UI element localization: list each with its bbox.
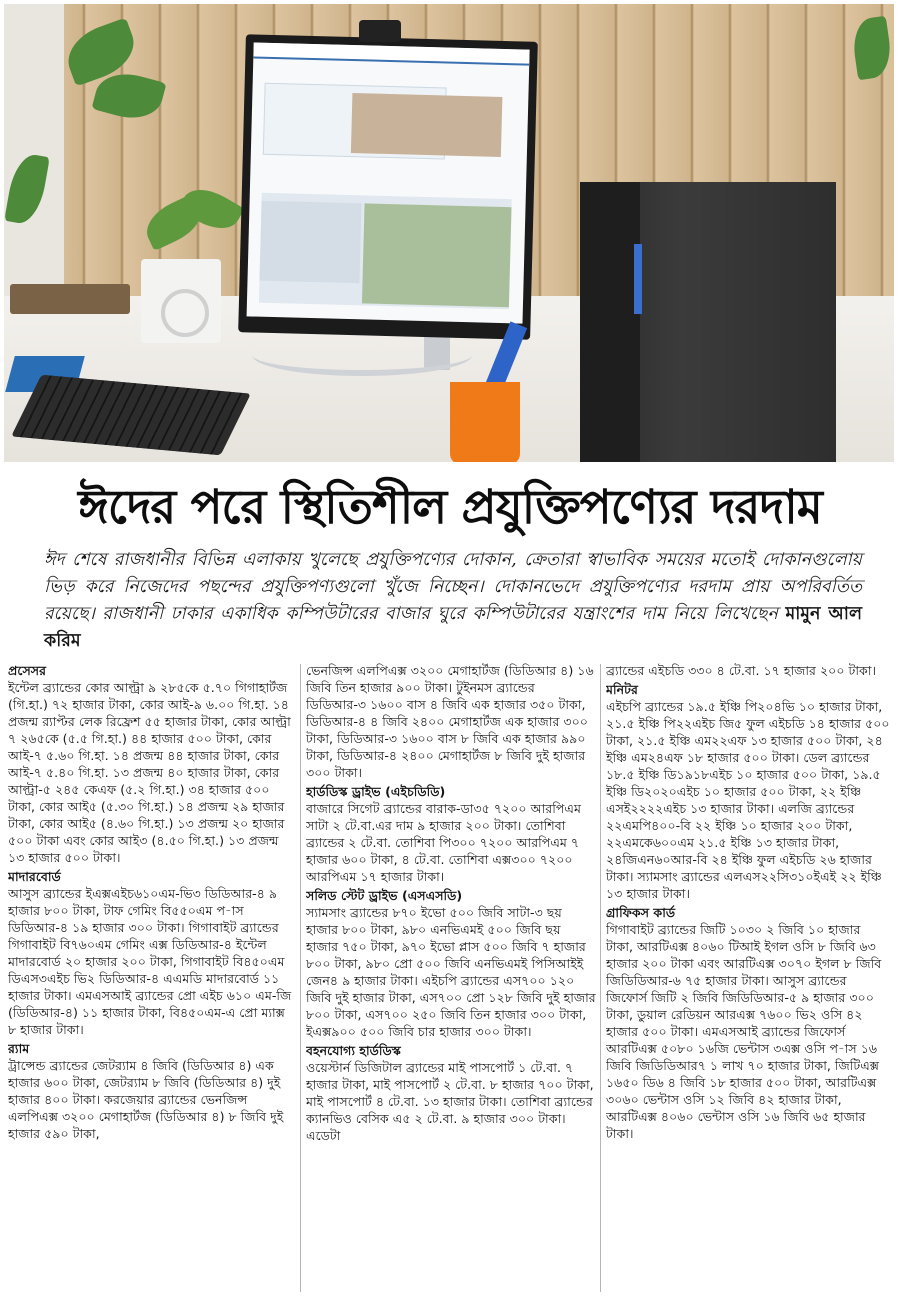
column-1 xyxy=(8,662,296,1294)
section-monitor xyxy=(606,681,891,902)
section-body: ব্র্যান্ডের এইচডি ৩৩০ ৪ টে.বা. ১৭ হাজার ২০০ টাকা। xyxy=(606,663,877,678)
pot-logo-icon xyxy=(161,289,209,337)
section-body: স্যামসাং ব্র্যান্ডের ৮৭০ ইভো ৫০০ জিবি সাটা-৩ ছয় হাজার ৮০০ টাকা, ৯৮০ এনভিএমই ৫০০ জিবি ছয় হাজার ৭৫০ টাকা, ৯৭০ ইভো প্লাস ৫০০ জিবি ৭ হাজার ৮০০ টাকা, ৯৮০ প্রো ৫০০ জিবি এনভিএমই পিসিআইই জেন৪ ৯ হাজার টাকা। এইচপি ব্র্যান্ডের এস৭০০ ১২০ জিবি দুই হাজার টাকা, এস৭০০ প্রো ১২৮ জিবি দুই হাজার ৮০০ টাকা, এস৭০০ ২৫০ জিবি তিন হাজার ৩০০ টাকা, ইএক্স৯০০ ৫০০ জিবি চার হাজার ৩০০ টাকা। xyxy=(306,905,596,1039)
section-body: বাজারে সিগেট ব্র্যান্ডের বারাক-ডা৩৫ ৭২০০ আরপিএম সাটা ২ টে.বা.এর দাম ৯ হাজার ২০০ টাকা। তোশিবা ব্র্যান্ডের ২ টে.বা. তোশিবা পি৩০০ ৭২০০ আরপিএম ৭ হাজার ৬০০ টাকা, ৪ টে.বা. তোশিবা এক্স৩০০ ৭২০০ আরপিএম ১৭ হাজার টাকা। xyxy=(306,801,581,884)
intro-text: ঈদ শেষে রাজধানীর বিভিন্ন এলাকায় খুলেছে প্রযুক্তিপণ্যের দোকান, ক্রেতারা স্বাভাবিক সময়ের মতোই দোকানগুলোয় ভিড় করে নিজেদের পছন্দের প্রযুক্তিপণ্যগুলো খুঁজে নিচ্ছেন। দোকানভেদে প্রযুক্তিপণ্যের দরদাম প্রায় অপরিবর্তিত রয়েছে। রাজধানী ঢাকার একাধিক কম্পিউটারের বাজার ঘুরে কম্পিউটারের যন্ত্রাংশের দাম নিয়ে লিখেছেন xyxy=(44,550,862,624)
column-divider xyxy=(300,664,301,1292)
section-body: এইচপি ব্র্যান্ডের ১৯.৫ ইঞ্চি পি২০৪ভি ১০ হাজার টাকা, ২১.৫ ইঞ্চি পি২২এইচ জি৫ ফুল এইচডি ১৪ হাজার ৫০০ টাকা, ২১.৫ ইঞ্চি এম২২এফ ১৩ হাজার ৫০০ টাকা, ২৪ ইঞ্চি এম২৪এফ ১৮ হাজার ৫০০ টাকা। ডেল ব্র্যান্ডের ১৮.৫ ইঞ্চি ডি১৯১৮এইচ ১০ হাজার ৫০০ টাকা, ১৯.৫ ইঞ্চি ডি২০২০এইচ ১০ হাজার ৫০০ টাকা, ২২ ইঞ্চি এসই২২২২এইচ ১৩ হাজার টাকা। এলজি ব্র্যান্ডের ২২এমপি৪০০-বি ২২ ইঞ্চি ১০ হাজার ২০০ টাকা, ২২এমকে৬০০এম ২১.৫ ইঞ্চি ১৩ হাজার টাকা, ২৪জিএন৬০আর-বি ২৪ ইঞ্চি ফুল এইচডি ২৬ হাজার টাকা। স্যামসাং ব্র্যান্ডের এলএস২২সি৩১০ইএই ২২ ইঞ্চি ১৩ হাজার টাকা। xyxy=(606,699,890,901)
screen-tile xyxy=(260,201,362,284)
section-heading: প্রসেসর xyxy=(8,663,47,678)
section-body: ইন্টেল ব্র্যান্ডের কোর আল্ট্রা ৯ ২৮৫কে ৫.৭০ গিগাহার্টজ (গি.হা.) ৭২ হাজার টাকা, কোর আই-৯ ৬.০০ গি.হা. ১৪ প্রজন্ম র‍্যাপ্টর লেক রিফ্রেশ ৫৫ হাজার টাকা, কোর আল্ট্রা ৭ ২৬৫কে (৫.৫ গি.হা.) ৪৪ হাজার ৫০০ টাকা, কোর আই-৭ ৫.৬০ গি.হা. ১৪ প্রজন্ম ৪৪ হাজার টাকা, কোর আই-৭ ৫.৪০ গি.হা. ১৩ প্রজন্ম ৪০ হাজার টাকা, কোর আল্ট্রা-৫ ২৪৫ কেএফ (৫.২ গি.হা.) ৩৪ হাজার ৫০০ টাকা, কোর আই৫ (৫.৩০ গি.হা.) ১৪ প্রজন্ম ২৯ হাজার টাকা, কোর আই৫ (৪.৬০ গি.হা.) ১৩ প্রজন্ম ২০ হাজার ৫০০ টাকা এবং কোর আই৩ (৪.৫০ গি.হা.) ১৩ প্রজন্ম ১৩ হাজার ৫০০ টাকা। xyxy=(8,680,291,865)
section-portable-hdd-continued xyxy=(606,662,891,679)
monitor-stand-base xyxy=(252,334,472,376)
section-portable-hdd xyxy=(306,1042,596,1144)
tray xyxy=(10,284,130,314)
screen-hero-image xyxy=(351,93,503,157)
webcam xyxy=(359,20,401,42)
section-ram-continued xyxy=(306,662,596,781)
column-divider xyxy=(600,664,601,1292)
section-heading: বহনযোগ্য হার্ডডিস্ক xyxy=(306,1043,401,1058)
section-hdd xyxy=(306,783,596,885)
section-heading: সলিড স্টেট ড্রাইভ (এসএসডি) xyxy=(306,888,463,903)
hero-photo xyxy=(4,4,894,462)
section-body: ওয়েস্টার্ন ডিজিটাল ব্র্যান্ডের মাই পাসপোর্ট ১ টে.বা. ৭ হাজার টাকা, মাই পাসপোর্ট ২ টে.বা. ৮ হাজার ৭০০ টাকা, মাই পাসপোর্ট ৪ টে.বা. ১৩ হাজার টাকা। তোশিবা ব্র্যান্ডের ক্যানভিও বেসিক এ৫ ২ টে.বা. ৯ হাজার ৩০০ টাকা। এডেটা xyxy=(306,1060,594,1143)
monitor-screen xyxy=(247,42,530,323)
orange-cup xyxy=(450,382,520,462)
section-body: ভেনজিন্স এলপিএক্স ৩২০০ মেগাহার্টজ (ডিডিআর ৪) ১৬ জিবি তিন হাজার ৯০০ টাকা। টুইনমস ব্র্যান্ডের ডিডিআর-৩ ১৬০০ বাস ৪ জিবি এক হাজার ৩৫০ টাকা, ডিডিআর-৪ ৪ জিবি ২৪০০ মেগাহার্টজ এক হাজার ৩০০ টাকা, ডিডিআর-৩ ১৬০০ বাস ৮ জিবি এক হাজার ৯৯০ টাকা, ডিডিআর-৪ ২৪০০ মেগাহার্টজ ৮ জিবি দুই হাজার ৩০০ টাকা। xyxy=(306,663,594,780)
column-2 xyxy=(306,662,596,1294)
usb-ports xyxy=(634,244,642,314)
section-ram xyxy=(8,1040,296,1142)
section-heading: হার্ডডিস্ক ড্রাইভ (এইচডিডি) xyxy=(306,784,446,799)
section-body: গিগাবাইট ব্র্যান্ডের জিটি ১০৩০ ২ জিবি ১০ হাজার টাকা, আরটিএক্স ৪০৬০ টিআই ইগল ওসি ৮ জিবি ৬৩ হাজার ২০০ টাকা এবং আরটিএক্স ৩০৭০ ইগল ৮ জিবি জিডিডিআর-৬ ৭৫ হাজার টাকা। আসুস ব্র্যান্ডের জিফোর্স জিটি ২ জিবি জিডিডিআর-৫ ৯ হাজার ৩০০ টাকা, ডুয়াল রেডিয়ন আরএক্স ৭৬০০ ভি২ ওসি ৪২ হাজার ৫০০ টাকা। এমএসআই ব্র্যান্ডের জিফোর্স আরটিএক্স ৫০৮০ ১৬জি ভেন্টাস ৩এক্স ওসি প-াস ১৬ জিবি জিডিডিআর৭ ১ লাখ ৭০ হাজার টাকা, জিটিএক্স ১৬৫০ ডি৬ ৪ জিবি ১৮ হাজার ৫০০ টাকা, আরটিএক্স ৩০৬০ ভেন্টাস ওসি ১২ জিবি ৪২ হাজার টাকা, আরটিএক্স ৪০৬০ ভেন্টাস ওসি ১৬ জিবি ৬৫ হাজার টাকা। xyxy=(606,922,882,1141)
section-heading: গ্রাফিকস কার্ড xyxy=(606,905,676,920)
intro-paragraph xyxy=(44,547,862,655)
section-ssd xyxy=(306,887,596,1040)
section-heading: মনিটর xyxy=(606,682,638,697)
section-heading: র‍্যাম xyxy=(8,1041,30,1056)
screen-tile xyxy=(362,203,512,307)
screen-header-bar xyxy=(253,42,529,65)
section-body: ট্রান্সেন্ড ব্র্যান্ডের জেটর‍্যাম ৪ জিবি (ডিডিআর ৪) এক হাজার ৬০০ টাকা, জেটর‍্যাম ৮ জিবি (ডিডিআর ৪) দুই হাজার ৪০০ টাকা। করজেয়ার ব্র্যান্ডের ভেনজিন্স এলপিএক্স ৩২০০ মেগাহার্টজ (ডিডিআর ৪) ৮ জিবি দুই হাজার ৫৯০ টাকা, xyxy=(8,1058,284,1141)
author-byline: মামুন আল করিম xyxy=(44,604,862,651)
desktop-tower-front xyxy=(580,182,640,462)
section-body: আসুস ব্র্যান্ডের ইএক্সএইচ৬১০এম-ভি৩ ডিডিআর-৪ ৯ হাজার ৮০০ টাকা, টাফ গেমিং বি৫৫০এম প-াস ডিডিআর-৪ ১৯ হাজার ৩০০ টাকা। গিগাবাইট ব্র্যান্ডের গিগাবাইট বি৭৬০এম গেমিং এক্স ডিডিআর-৪ ইন্টেল মাদারবোর্ড ২০ হাজার ২০০ টাকা, গিগাবাইট বি৪৫০এম ডিএস৩এইচ ভি২ ডিডিআর-৪ এএমডি মাদারবোর্ড ১১ হাজার টাকা। এমএসআই ব্র্যান্ডের প্রো এইচ ৬১০ এম-জি (ডিডিআর-৪) ১১ হাজার টাকা, বি৪৫০এম-এ প্রো ম্যাক্স ৮ হাজার টাকা। xyxy=(8,886,292,1037)
section-graphics-card xyxy=(606,904,891,1142)
section-heading: মাদারবোর্ড xyxy=(8,869,61,884)
section-motherboard xyxy=(8,868,296,1038)
column-3 xyxy=(606,662,891,1294)
monitor xyxy=(238,34,538,340)
section-processor xyxy=(8,662,296,866)
headline: ঈদের পরে স্থিতিশীল প্রযুক্তিপণ্যের দরদাম xyxy=(78,480,822,535)
